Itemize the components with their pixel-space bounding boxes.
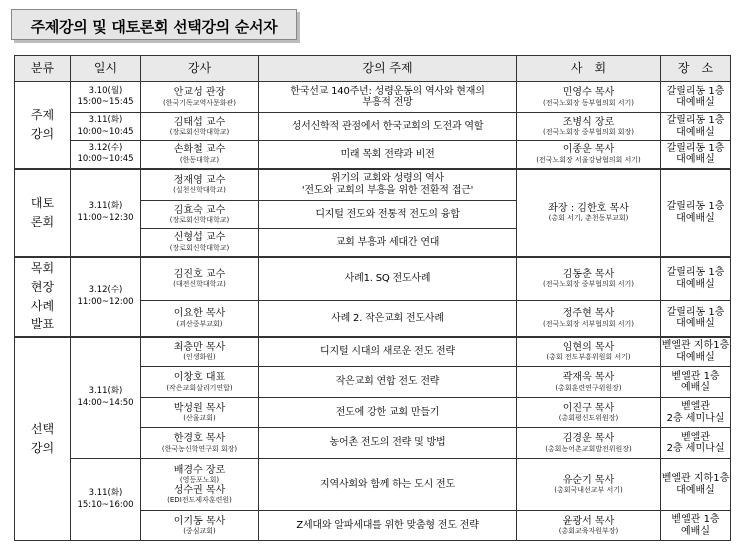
header-venue: 장 소: [661, 56, 731, 82]
speaker-cell: 한경호 목사 (한국농신학연구회 회장): [141, 428, 259, 459]
datetime-cell: 3.11(화) 10:00~10:45: [71, 113, 141, 141]
topic-cell: 지역사회와 함께 하는 도시 전도: [259, 459, 517, 511]
moderator-cell: 김경운 목사 (총회농어촌교회발전위원장): [517, 428, 661, 459]
venue-cell: 갈릴리동 1층 대예배실: [661, 82, 731, 113]
header-speaker: 강사: [141, 56, 259, 82]
speaker-cell: 손화철 교수 (한동대학교): [141, 141, 259, 169]
venue-cell: 벧엘관 1층 예배실: [661, 367, 731, 398]
speaker-cell: 이창호 대표 (작은교회살리기연합): [141, 367, 259, 398]
table-row: [15, 459, 731, 511]
speaker-cell: 배경수 장로 (영등포노회) 성수권 목사 (EDI전도제자훈련원): [141, 459, 259, 511]
venue-cell: 갈릴리동 1층 대예배실: [661, 257, 731, 301]
moderator-cell: 민영수 목사 (전국노회장 동부협의회 서기): [517, 82, 661, 113]
moderator-cell: 이종운 목사 (전국노회장 서울강남협의회 서기): [517, 141, 661, 169]
category-cell: 대토 론회: [15, 169, 71, 257]
header-category: 분류: [15, 56, 71, 82]
category-cell: 선택 강의: [15, 337, 71, 541]
table-row: [15, 82, 731, 113]
moderator-cell: 정주현 목사 (전국노회장 서부협의회 서기): [517, 301, 661, 337]
datetime-cell: 3.12(수) 11:00~12:00: [71, 257, 141, 337]
table-row: [15, 337, 731, 367]
speaker-cell: 안교성 관장 (한국기독교역사문화관): [141, 82, 259, 113]
header-moderator: 사 회: [517, 56, 661, 82]
moderator-cell: 곽재욱 목사 (총회훈련연구위원장): [517, 367, 661, 398]
datetime-cell: 3.10(월) 15:00~15:45: [71, 82, 141, 113]
table-row: [15, 141, 731, 169]
venue-cell: 벧엘관 2층 세미나실: [661, 428, 731, 459]
topic-cell: 미래 목회 전략과 비전: [259, 141, 517, 169]
title-box: [11, 9, 297, 40]
header-row: [15, 56, 731, 82]
speaker-cell: 김태섭 교수 (장로회신학대학교): [141, 113, 259, 141]
category-cell: 주제 강의: [15, 82, 71, 169]
topic-cell: 전도에 강한 교회 만들기: [259, 398, 517, 428]
venue-cell: 갈릴리동 1층 대예배실: [661, 169, 731, 257]
topic-cell: 위기의 교회와 성령의 역사 '전도와 교회의 부흥을 위한 전환적 접근': [259, 169, 517, 201]
table-row: [15, 113, 731, 141]
moderator-cell: 유순기 목사 (총회국내선교부 서기): [517, 459, 661, 511]
moderator-cell: 윤광서 목사 (총회교육자원부장): [517, 511, 661, 541]
page-title: 주제강의 및 대토론회 선택강의 순서자: [30, 18, 278, 36]
datetime-cell: 3.11(화) 15:10~16:00: [71, 459, 141, 541]
moderator-cell: 김동춘 목사 (전국노회장 중부협의회 서기): [517, 257, 661, 301]
category-cell: 목회 현장 사례 발표: [15, 257, 71, 337]
moderator-cell: 임현의 목사 (총회 전도부흥위원회 서기): [517, 337, 661, 367]
speaker-cell: 김효숙 교수 (장로회신학대학교): [141, 201, 259, 229]
topic-cell: 작은교회 연합 전도 전략: [259, 367, 517, 398]
topic-cell: 교회 부흥과 세대간 연대: [259, 229, 517, 257]
speaker-cell: 정재영 교수 (실천신학대학교): [141, 169, 259, 201]
topic-cell: Z세대와 알파세대를 위한 맞춤형 전도 전략: [259, 511, 517, 541]
header-topic: 강의 주제: [259, 56, 517, 82]
datetime-cell: 3.12(수) 10:00~10:45: [71, 141, 141, 169]
venue-cell: 갈릴리동 1층 대예배실: [661, 113, 731, 141]
header-datetime: 일시: [71, 56, 141, 82]
topic-cell: 사례 2. 작은교회 전도사례: [259, 301, 517, 337]
venue-cell: 벧엘관 지하1층 대예배실: [661, 459, 731, 511]
topic-cell: 농어촌 전도의 전략 및 방법: [259, 428, 517, 459]
venue-cell: 벧엘관 1층 예배실: [661, 511, 731, 541]
moderator-cell: 좌장 : 김한호 목사 (총회 서기, 춘천동부교회): [517, 169, 661, 257]
venue-cell: 갈릴리동 1층 대예배실: [661, 301, 731, 337]
schedule-table: [14, 55, 731, 541]
venue-cell: 갈릴리동 1층 대예배실: [661, 141, 731, 169]
venue-cell: 벧엘관 지하1층 대예배실: [661, 337, 731, 367]
datetime-cell: 3.11(화) 11:00~12:30: [71, 169, 141, 257]
venue-cell: 벧엘관 2층 세미나실: [661, 398, 731, 428]
speaker-cell: 김진호 교수 (대전신학대학교): [141, 257, 259, 301]
datetime-cell: 3.11(화) 14:00~14:50: [71, 337, 141, 459]
speaker-cell: 최층만 목사 (인생화원): [141, 337, 259, 367]
speaker-cell: 신형섭 교수 (장로회신학대학교): [141, 229, 259, 257]
topic-cell: 성서신학적 관점에서 한국교회의 도전과 역할: [259, 113, 517, 141]
topic-cell: 사례1. SQ 전도사례: [259, 257, 517, 301]
speaker-cell: 박성원 목사 (산울교회): [141, 398, 259, 428]
speaker-cell: 이요한 목사 (괴산중부교회): [141, 301, 259, 337]
table-row: [15, 169, 731, 201]
table-row: [15, 257, 731, 301]
topic-cell: 디지털 시대의 새로운 전도 전략: [259, 337, 517, 367]
topic-cell: 한국선교 140주년: 성령운동의 역사와 현재의 부흥적 전망: [259, 82, 517, 113]
topic-cell: 디지털 전도와 전통적 전도의 융합: [259, 201, 517, 229]
moderator-cell: 이진구 목사 (총회평신도위원장): [517, 398, 661, 428]
moderator-cell: 조병식 장로 (전국노회장 중부협의회 회장): [517, 113, 661, 141]
speaker-cell: 이기동 목사 (중심교회): [141, 511, 259, 541]
